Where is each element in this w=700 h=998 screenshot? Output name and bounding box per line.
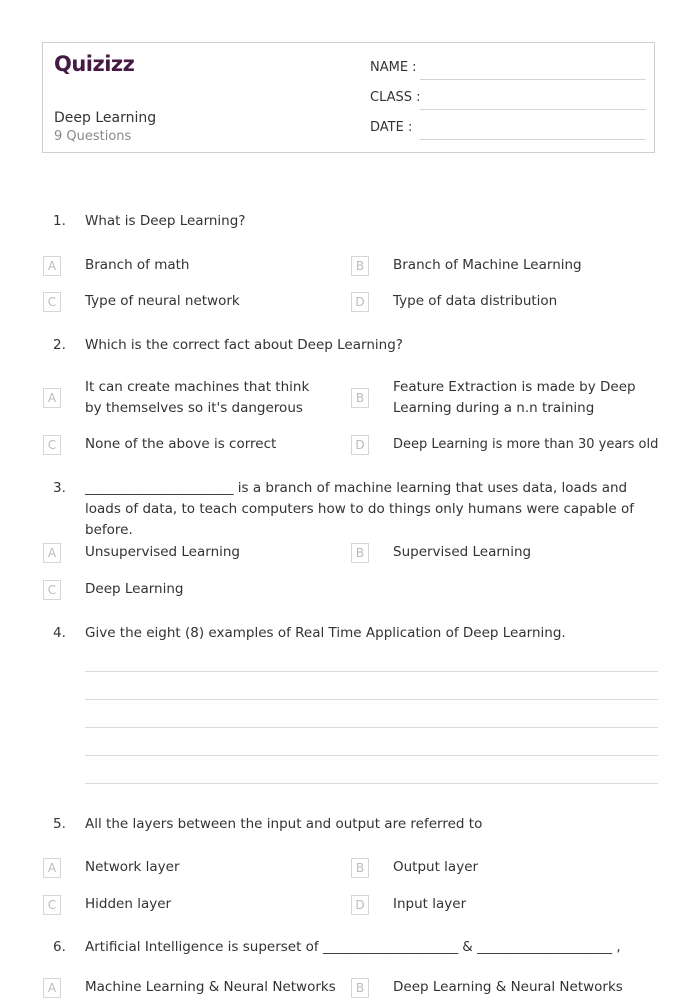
option-letter-box[interactable]: B bbox=[351, 543, 369, 563]
question-number: 4. bbox=[53, 625, 66, 641]
answer-line[interactable] bbox=[85, 727, 658, 728]
option-letter-box[interactable]: C bbox=[43, 292, 61, 312]
class-field[interactable] bbox=[370, 90, 646, 110]
option-letter-box[interactable]: D bbox=[351, 292, 369, 312]
date-line[interactable] bbox=[420, 139, 646, 140]
question-text: Give the eight (8) examples of Real Time Application of Deep Learning. bbox=[85, 625, 566, 641]
option-text: Feature Extraction is made by Deep Learning during a n.n training bbox=[393, 379, 636, 416]
option-letter-box[interactable]: A bbox=[43, 256, 61, 276]
quizizz-logo: Quizizz bbox=[54, 52, 135, 76]
answer-line[interactable] bbox=[85, 783, 658, 784]
class-line[interactable] bbox=[420, 109, 646, 110]
option-letter-box[interactable]: A bbox=[43, 978, 61, 998]
option-letter-box[interactable]: A bbox=[43, 858, 61, 878]
option-text: Branch of Machine Learning bbox=[393, 257, 582, 273]
option-text: Hidden layer bbox=[85, 896, 172, 912]
option-text: Output layer bbox=[393, 859, 479, 875]
option-text: Network layer bbox=[85, 859, 180, 875]
question-text: Which is the correct fact about Deep Learning? bbox=[85, 337, 403, 353]
option-text: None of the above is correct bbox=[85, 436, 277, 452]
option-letter-box[interactable]: C bbox=[43, 580, 61, 600]
option-text: Type of neural network bbox=[85, 293, 240, 309]
option-text: Deep Learning & Neural Networks bbox=[393, 979, 623, 995]
question-text: ______________________ is a branch of machine learning that uses data, loads and loads of data, to teach computers how to do things only humans were capable of before. bbox=[85, 480, 634, 538]
option-text: It can create machines that think by themselves so it's dangerous bbox=[85, 379, 310, 416]
name-field[interactable] bbox=[370, 60, 646, 80]
option-text: Type of data distribution bbox=[393, 293, 558, 309]
question-count: 9 Questions bbox=[54, 129, 132, 144]
answer-line[interactable] bbox=[85, 671, 658, 672]
option-text: Branch of math bbox=[85, 257, 190, 273]
question-number: 1. bbox=[53, 213, 66, 229]
option-letter-box[interactable]: B bbox=[351, 388, 369, 408]
option-text: Supervised Learning bbox=[393, 544, 532, 560]
option-letter-box[interactable]: D bbox=[351, 895, 369, 915]
date-label: DATE : bbox=[370, 120, 413, 135]
option-letter-box[interactable]: C bbox=[43, 435, 61, 455]
question-text: All the layers between the input and output are referred to bbox=[85, 816, 483, 832]
question-text: What is Deep Learning? bbox=[85, 213, 246, 229]
worksheet-header bbox=[42, 42, 655, 153]
name-line[interactable] bbox=[420, 79, 646, 80]
answer-line[interactable] bbox=[85, 699, 658, 700]
option-text: Unsupervised Learning bbox=[85, 544, 240, 560]
option-letter-box[interactable]: A bbox=[43, 388, 61, 408]
option-text: Deep Learning bbox=[85, 581, 184, 597]
name-label: NAME : bbox=[370, 60, 417, 75]
question-text: Artificial Intelligence is superset of ____________________ & ____________________ , bbox=[85, 939, 621, 955]
date-field[interactable] bbox=[370, 120, 646, 140]
option-letter-box[interactable]: B bbox=[351, 978, 369, 998]
option-text: Deep Learning is more than 30 years old bbox=[393, 437, 659, 452]
question-number: 5. bbox=[53, 816, 66, 832]
worksheet-title: Deep Learning bbox=[54, 110, 157, 126]
option-letter-box[interactable]: D bbox=[351, 435, 369, 455]
option-letter-box[interactable]: B bbox=[351, 858, 369, 878]
question-number: 2. bbox=[53, 337, 66, 353]
option-letter-box[interactable]: B bbox=[351, 256, 369, 276]
answer-line[interactable] bbox=[85, 755, 658, 756]
option-letter-box[interactable]: A bbox=[43, 543, 61, 563]
option-letter-box[interactable]: C bbox=[43, 895, 61, 915]
option-text: Machine Learning & Neural Networks bbox=[85, 979, 336, 995]
class-label: CLASS : bbox=[370, 90, 421, 105]
option-text: Input layer bbox=[393, 896, 467, 912]
question-number: 6. bbox=[53, 939, 66, 955]
question-number: 3. bbox=[53, 480, 66, 496]
